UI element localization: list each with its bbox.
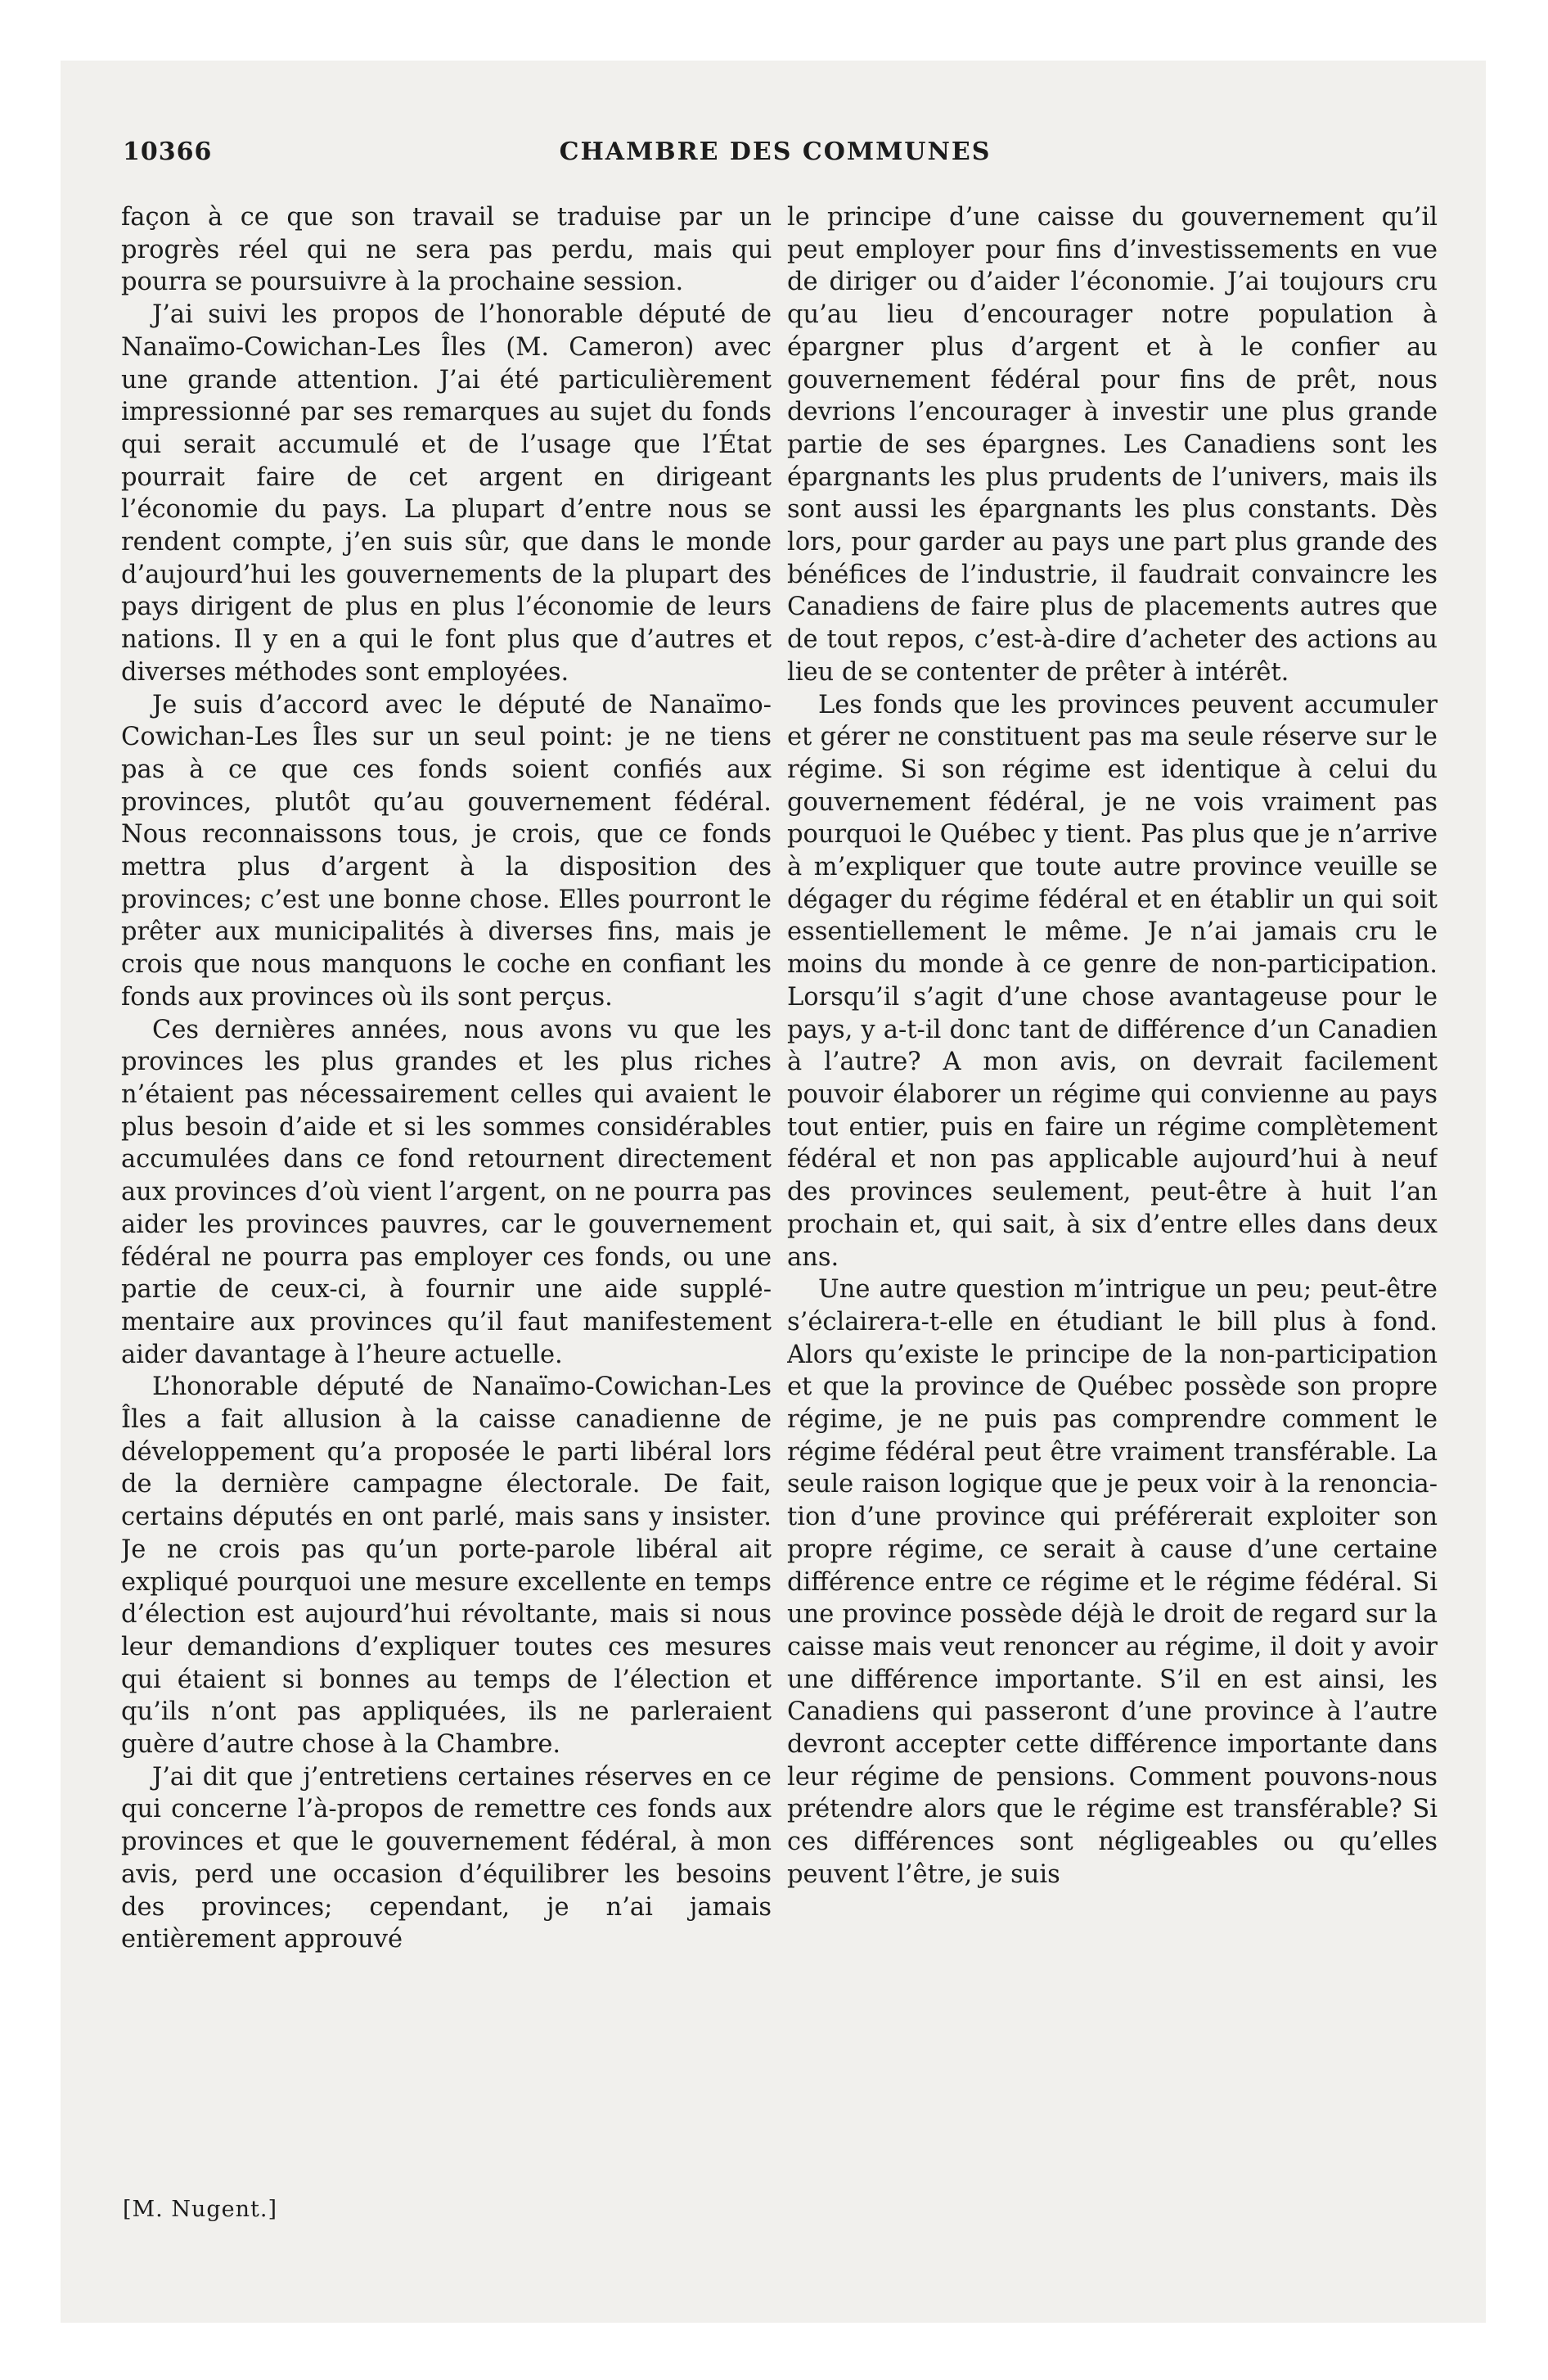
speaker-attribution: [M. Nugent.] (123, 2197, 277, 2222)
left-column (121, 201, 772, 2182)
paragraph: L’honorable député de Nanaïmo-Cowichan-Les Îles a fait allusion à la caisse canadienne de développement qu’a proposée le parti libéral lors de la dernière campagne électorale. De fait, certains députés en ont parlé, mais sans y insister. Je ne crois pas qu’un porte-parole libéral ait expliqué pourquoi une mesure excellente en temps d’élection est aujourd’hui révoltante, mais si nous leur demandions d’expliquer toutes ces mesures qui étaient si bonnes au temps de l’élection et qu’ils n’ont pas appliquées, ils ne parleraient guère d’autre chose à la Chambre. (121, 1373, 772, 1760)
page-number: 10366 (123, 137, 213, 166)
paragraph: J’ai dit que j’entretiens certaines réserves en ce qui concerne l’à-propos de remettre ces fonds aux provinces et que le gouvernement fédéral, à mon avis, perd une occasion d’équilibrer les besoins des provinces; cependant, je n’ai jamais entièrement approuvé (121, 1762, 772, 1954)
paragraph: façon à ce que son travail se traduise par un progrès réel qui ne sera pas perdu, mais qui pourra se poursuivre à la prochaine session. (121, 203, 772, 297)
paragraph: le principe d’une caisse du gouvernement qu’il peut employer pour fins d’investissements en vue de diriger ou d’aider l’économie. J’ai toujours cru qu’au lieu d’encourager notre population à épargner plus d’argent et à le confier au gouvernement fédéral pour fins de prêt, nous devrions l’encourager à investir une plus grande partie de ses épargnes. Les Canadiens sont les épargnants les plus prudents de l’univers, mais ils sont aussi les épargnants les plus constants. Dès lors, pour garder au pays une part plus grande des bénéfices de l’industrie, il faudrait convaincre les Canadiens de faire plus de placements autres que de tout repos, c’est-à-dire d’acheter des actions au lieu de se contenter de prêter à intérêt. (787, 203, 1438, 687)
paragraph: Les fonds que les provinces peuvent accumuler et gérer ne constituent pas ma seule réserve sur le régime. Si son régime est identique à celui du gouvernement fédéral, je ne vois vraiment pas pourquoi le Québec y tient. Pas plus que je n’arrive à m’expliquer que toute autre province veuille se dégager du régime fédéral et en établir un qui soit essentiellement le même. Je n’ai jamais cru le moins du monde à ce genre de non-participation. Lorsqu’il s’agit d’une chose avantageuse pour le pays, y a-t-il donc tant de différence d’un Canadien à l’autre? A mon avis, on devrait facilement pouvoir élaborer un régime qui convienne au pays tout entier, puis en faire un régime complètement fédéral et non pas applicable aujourd’hui à neuf des provinces seulement, peut-être à huit l’an prochain et, qui sait, à six d’entre elles dans deux ans. (787, 690, 1438, 1272)
right-column (787, 201, 1438, 2182)
running-head: CHAMBRE DES COMMUNES (559, 137, 992, 166)
paragraph: Ces dernières années, nous avons vu que les provinces les plus grandes et les plus riches n’étaient pas nécessairement celles qui avaient le plus besoin d’aide et si les sommes considérables accumulées dans ce fond retournent directement aux provinces d’où vient l’argent, on ne pourra pas aider les provinces pauvres, car le gouvernement fédéral ne pourra pas employer ces fonds, ou une partie de ceux-ci, à fournir une aide supplémentaire aux provinces qu’il faut manifestement aider davantage à l’heure actuelle. (121, 1015, 772, 1369)
paragraph: Je suis d’accord avec le député de Nanaïmo-Cowichan-Les Îles sur un seul point: je ne tiens pas à ce que ces fonds soient confiés aux provinces, plutôt qu’au gouvernement fédéral. Nous reconnaissons tous, je crois, que ce fonds mettra plus d’argent à la disposition des provinces; c’est une bonne chose. Elles pourront le prêter aux municipalités à diverses fins, mais je crois que nous manquons le coche en confiant les fonds aux provinces où ils sont perçus. (121, 690, 772, 1012)
paragraph: Une autre question m’intrigue un peu; peut-être s’éclairera-t-elle en étudiant le bill plus à fond. Alors qu’existe le principe de la non-participation et que la province de Québec possède son propre régime, je ne puis pas comprendre comment le régime fédéral peut être vraiment transférable. La seule raison logique que je peux voir à la renonciation d’une province qui préférerait exploiter son propre régime, ce serait à cause d’une certaine différence entre ce régime et le régime fédéral. Si une province possède déjà le droit de regard sur la caisse mais veut renoncer au régime, il doit y avoir une différence importante. S’il en est ainsi, les Canadiens qui passeront d’une province à l’autre devront accepter cette différence importante dans leur régime de pensions. Comment pouvons-nous prétendre alors que le régime est transférable? Si ces différences sont négligeables ou qu’elles peuvent l’être, je suis (787, 1275, 1438, 1889)
paragraph: J’ai suivi les propos de l’honorable député de Nanaïmo-Cowichan-Les Îles (M. Cameron) avec une grande attention. J’ai été particulièrement impressionné par ses remarques au sujet du fonds qui serait accumulé et de l’usage que l’État pourrait faire de cet argent en dirigeant l’économie du pays. La plupart d’entre nous se rendent compte, j’en suis sûr, que dans le monde d’aujourd’hui les gouvernements de la plupart des pays dirigent de plus en plus l’économie de leurs nations. Il y en a qui le font plus que d’autres et diverses méthodes sont employées. (121, 300, 772, 687)
page-header (123, 137, 1428, 178)
